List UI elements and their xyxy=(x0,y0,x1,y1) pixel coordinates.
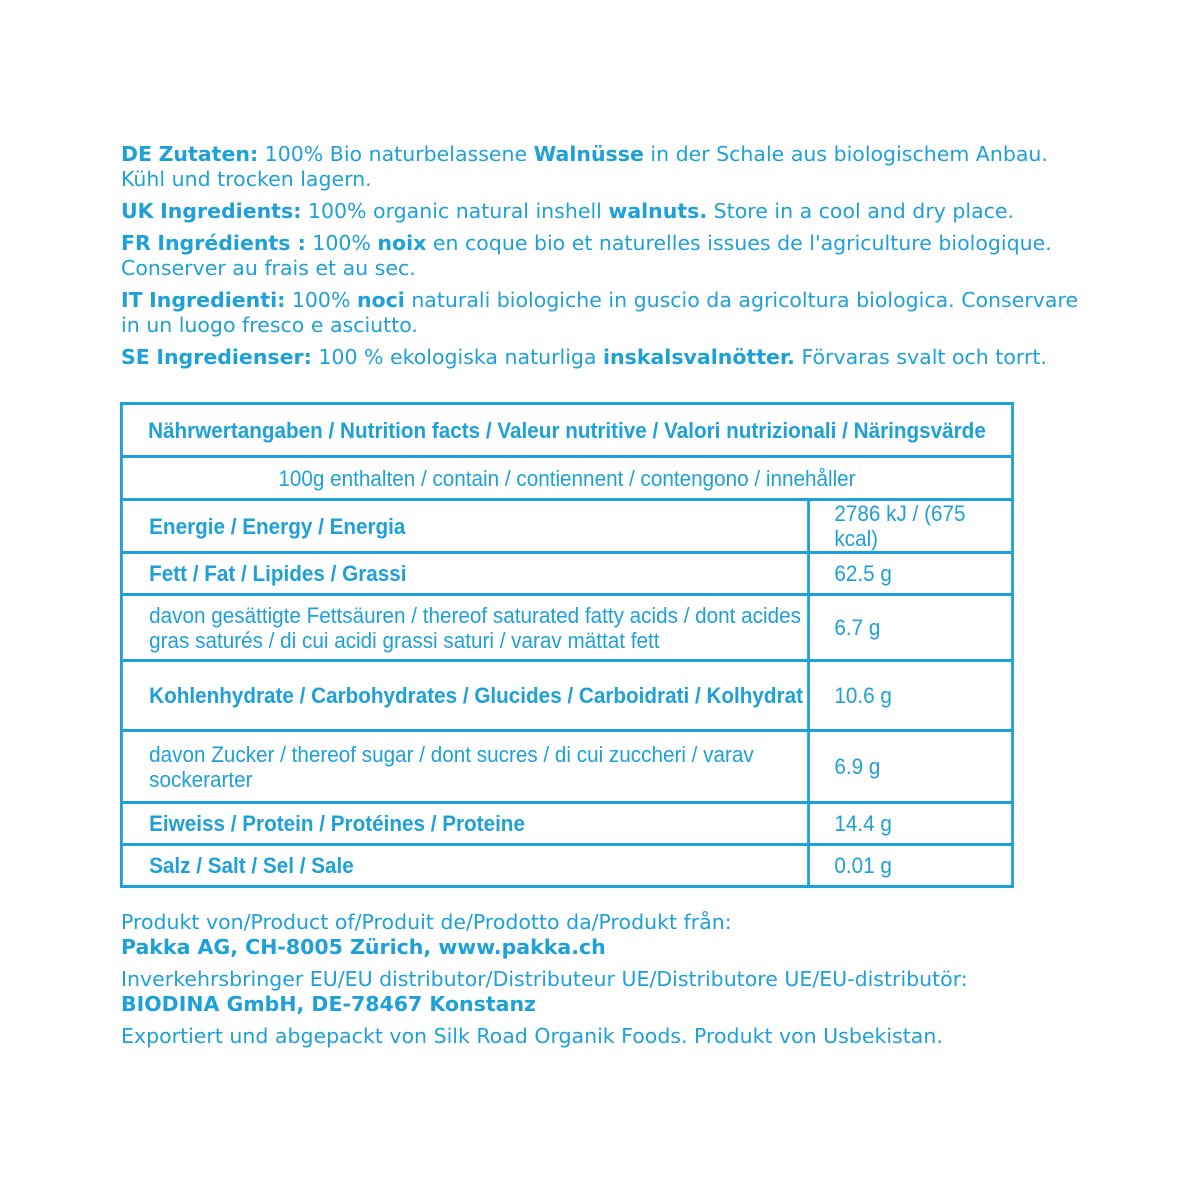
table-row xyxy=(121,553,1012,595)
ingredients-text: 100% organic natural inshell xyxy=(301,199,609,223)
ingredients-heading: Ingredienti: xyxy=(149,288,286,312)
ingredients-text: 100 % ekologiska naturliga xyxy=(311,345,604,369)
ingredients-de xyxy=(121,142,1081,192)
ingredients-highlight: walnuts. xyxy=(608,199,708,223)
lang-code: UK xyxy=(121,199,154,223)
producer-label: Produkt von/Product of/Produit de/Prodotto da/Produkt från: xyxy=(121,910,732,934)
nutrient-label-energy: Energie / Energy / Energia xyxy=(121,500,808,553)
ingredients-section xyxy=(121,142,1081,377)
nutrition-table xyxy=(120,402,1014,888)
lang-code: FR xyxy=(121,231,151,255)
table-row xyxy=(121,661,1012,731)
ingredients-fr xyxy=(121,231,1081,281)
ingredients-heading: Ingredienser: xyxy=(156,345,312,369)
ingredients-text: en coque bio et naturelles issues de l'agriculture biologique. Conserver au frais et au sec. xyxy=(121,231,1052,280)
table-row xyxy=(121,731,1012,803)
nutrient-value-protein: 14.4 g xyxy=(809,803,1013,845)
nutrient-label-protein: Eiweiss / Protein / Protéines / Proteine xyxy=(121,803,808,845)
ingredients-uk xyxy=(121,199,1081,224)
nutrition-header-row xyxy=(121,404,1012,457)
table-row xyxy=(121,845,1012,887)
nutrient-label-saturated-fat: davon gesättigte Fettsäuren / thereof saturated fatty acids / dont acides gras saturés / di cui acidi grassi saturi / varav mättat fett xyxy=(121,595,808,661)
nutrient-label-carbohydrates: Kohlenhydrate / Carbohydrates / Glucides / Carboidrati / Kolhydrat xyxy=(121,661,808,731)
ingredients-heading: Ingredients: xyxy=(160,199,302,223)
export-note: Exportiert und abgepackt von Silk Road Organik Foods. Produkt von Usbekistan. xyxy=(121,1024,943,1048)
nutrient-value-sugar: 6.9 g xyxy=(809,731,1013,803)
ingredients-heading: Ingrédients : xyxy=(157,231,306,255)
producer-info xyxy=(121,910,1081,1056)
table-row xyxy=(121,595,1012,661)
ingredients-it xyxy=(121,288,1081,338)
nutrition-per-100g: 100g enthalten / contain / contiennent / contengono / innehåller xyxy=(121,457,1012,500)
lang-code: DE xyxy=(121,142,153,166)
producer-block xyxy=(121,910,1081,960)
nutrient-label-sugar: davon Zucker / thereof sugar / dont sucres / di cui zuccheri / varav sockerarter xyxy=(121,731,808,803)
ingredients-text: 100% xyxy=(305,231,378,255)
ingredients-highlight: inskalsvalnötter. xyxy=(603,345,795,369)
nutrient-value-salt: 0.01 g xyxy=(809,845,1013,887)
nutrient-value-saturated-fat: 6.7 g xyxy=(809,595,1013,661)
nutrient-value-fat: 62.5 g xyxy=(809,553,1013,595)
distributor-block xyxy=(121,967,1081,1017)
ingredients-text: Förvaras svalt och torrt. xyxy=(794,345,1047,369)
ingredients-text: naturali biologiche in guscio da agricoltura biologica. Conservare in un luogo fresco e asciutto. xyxy=(121,288,1079,337)
ingredients-highlight: Walnüsse xyxy=(533,142,644,166)
nutrient-value-energy: 2786 kJ / (675 kcal) xyxy=(809,500,1013,553)
producer-address: Pakka AG, CH-8005 Zürich, www.pakka.ch xyxy=(121,935,606,959)
nutrition-title: Nährwertangaben / Nutrition facts / Valeur nutritive / Valori nutrizionali / Näringsvärde xyxy=(121,404,1012,457)
nutrient-label-salt: Salz / Salt / Sel / Sale xyxy=(121,845,808,887)
ingredients-text: 100% xyxy=(285,288,357,312)
ingredients-text: 100% Bio naturbelassene xyxy=(258,142,534,166)
ingredients-highlight: noci xyxy=(356,288,405,312)
ingredients-text: Store in a cool and dry place. xyxy=(707,199,1015,223)
distributor-address: BIODINA GmbH, DE-78467 Konstanz xyxy=(121,992,536,1016)
lang-code: IT xyxy=(121,288,143,312)
nutrient-label-fat: Fett / Fat / Lipides / Grassi xyxy=(121,553,808,595)
ingredients-se xyxy=(121,345,1081,370)
nutrient-value-carbohydrates: 10.6 g xyxy=(809,661,1013,731)
ingredients-text: in der Schale aus biologischem Anbau. Kühl und trocken lagern. xyxy=(121,142,1048,191)
nutrition-per-row xyxy=(121,457,1012,500)
ingredients-heading: Zutaten: xyxy=(158,142,259,166)
table-row xyxy=(121,803,1012,845)
table-row xyxy=(121,500,1012,553)
ingredients-highlight: noix xyxy=(377,231,427,255)
lang-code: SE xyxy=(121,345,150,369)
distributor-label: Inverkehrsbringer EU/EU distributor/Distributeur UE/Distributore UE/EU-distributör: xyxy=(121,967,968,991)
